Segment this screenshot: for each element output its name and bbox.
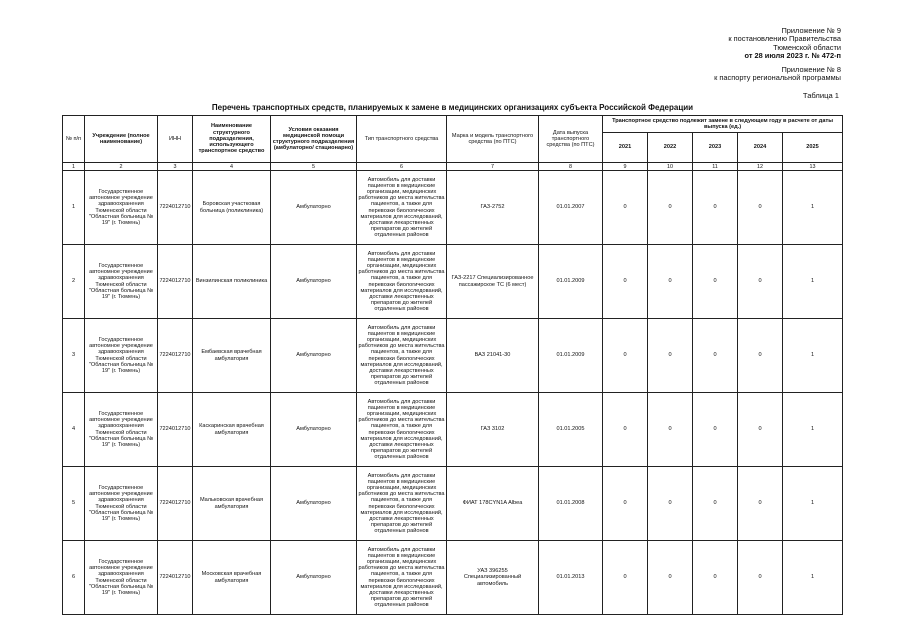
year-2021-cell: 0	[603, 245, 648, 319]
col-conditions-header: Условия оказания медицинской помощи структурного подразделения (амбулаторно/ стационарно)	[271, 116, 357, 163]
sub-appendix-line: Приложение № 8	[781, 65, 841, 75]
year-2023-cell: 0	[693, 319, 738, 393]
column-number-row	[63, 163, 843, 171]
institution-cell: Государственное автономное учреждение здравоохранения Тюменской области "Областная больница № 19" (г. Тюмень)	[85, 319, 158, 393]
inn-cell: 7224012710	[158, 245, 193, 319]
year-2024-cell: 0	[738, 171, 783, 245]
release-date-cell: 01.01.2005	[539, 393, 603, 467]
institution-cell: Государственное автономное учреждение здравоохранения Тюменской области "Областная больница № 19" (г. Тюмень)	[85, 171, 158, 245]
column-number: 7	[447, 163, 539, 171]
col-subdivision-header: Наименование структурного подразделения, использующего транспортное средство	[193, 116, 271, 163]
model-cell: ГАЗ-2752	[447, 171, 539, 245]
vehicle-type-cell: Автомобиль для доставки пациентов в медицинские организации, медицинских работников до места жительства пациентов, а также для перевозки биологических материалов для исследований, доставки лекарственных препаратов до жителей отдаленных районов	[357, 467, 447, 541]
row-number-cell: 1	[63, 171, 85, 245]
vehicle-type-cell: Автомобиль для доставки пациентов в медицинские организации, медицинских работников до места жительства пациентов, а также для перевозки биологических материалов для исследований, доставки лекарственных препаратов до жителей отдаленных районов	[357, 171, 447, 245]
year-2024-cell: 0	[738, 541, 783, 615]
table-row	[63, 393, 843, 467]
inn-cell: 7224012710	[158, 541, 193, 615]
year-2025-cell: 1	[783, 541, 843, 615]
header-row	[63, 116, 843, 133]
year-2022-cell: 0	[648, 171, 693, 245]
column-number: 3	[158, 163, 193, 171]
subdivision-cell: Винзилинская поликлиника	[193, 245, 271, 319]
year-2023-cell: 0	[693, 171, 738, 245]
conditions-cell: Амбулаторно	[271, 393, 357, 467]
col-institution-header: Учреждение (полное наименование)	[85, 116, 158, 163]
release-date-cell: 01.01.2009	[539, 245, 603, 319]
column-number: 11	[693, 163, 738, 171]
subdivision-cell: Московская врачебная амбулатория	[193, 541, 271, 615]
inn-cell: 7224012710	[158, 319, 193, 393]
institution-cell: Государственное автономное учреждение здравоохранения Тюменской области "Областная больница № 19" (г. Тюмень)	[85, 393, 158, 467]
conditions-cell: Амбулаторно	[271, 319, 357, 393]
year-2025-cell: 1	[783, 319, 843, 393]
model-cell: ФИАТ 178CYN1A Albea	[447, 467, 539, 541]
release-date-cell: 01.01.2009	[539, 319, 603, 393]
year-2023-cell: 0	[693, 393, 738, 467]
inn-cell: 7224012710	[158, 171, 193, 245]
subdivision-cell: Боровская участковая больница (поликлиника)	[193, 171, 271, 245]
model-cell: УАЗ 396255 Специализированный автомобиль	[447, 541, 539, 615]
table-number: Таблица 1	[802, 91, 839, 100]
column-number: 13	[783, 163, 843, 171]
column-number: 10	[648, 163, 693, 171]
vehicle-type-cell: Автомобиль для доставки пациентов в медицинские организации, медицинских работников до места жительства пациентов, а также для перевозки биологических материалов для исследований, доставки лекарственных препаратов до жителей отдаленных районов	[357, 319, 447, 393]
col-vehicle-type-header: Тип транспортного средства	[357, 116, 447, 163]
subdivision-cell: Каскаринская врачебная амбулатория	[193, 393, 271, 467]
col-model-header: Марка и модель транспортного средства (по ПТС)	[447, 116, 539, 163]
appendix-line: Приложение № 9	[781, 26, 841, 35]
col-year-header: 2022	[648, 133, 693, 163]
year-2024-cell: 0	[738, 319, 783, 393]
resolution-line: к постановлению Правительства	[728, 34, 841, 44]
year-2021-cell: 0	[603, 319, 648, 393]
conditions-cell: Амбулаторно	[271, 541, 357, 615]
conditions-cell: Амбулаторно	[271, 467, 357, 541]
table-row	[63, 541, 843, 615]
table-row	[63, 319, 843, 393]
col-num-header: № п/п	[63, 116, 85, 163]
year-2022-cell: 0	[648, 319, 693, 393]
table-row	[63, 467, 843, 541]
date-line: от 28 июля 2023 г. № 472-п	[744, 50, 841, 60]
row-number-cell: 2	[63, 245, 85, 319]
institution-cell: Государственное автономное учреждение здравоохранения Тюменской области "Областная больница № 19" (г. Тюмень)	[85, 467, 158, 541]
year-2021-cell: 0	[603, 541, 648, 615]
year-2024-cell: 0	[738, 467, 783, 541]
year-2023-cell: 0	[693, 467, 738, 541]
column-number: 12	[738, 163, 783, 171]
inn-cell: 7224012710	[158, 467, 193, 541]
subdivision-cell: Мальковская врачебная амбулатория	[193, 467, 271, 541]
year-2022-cell: 0	[648, 393, 693, 467]
col-year-header: 2021	[603, 133, 648, 163]
col-year-header: 2024	[738, 133, 783, 163]
document-header	[601, 27, 841, 83]
document-title: Перечень транспортных средств, планируемых к замене в медицинских организациях субъекта Российской Федерации	[211, 103, 694, 112]
institution-cell: Государственное автономное учреждение здравоохранения Тюменской области "Областная больница № 19" (г. Тюмень)	[85, 541, 158, 615]
year-2021-cell: 0	[603, 393, 648, 467]
year-2025-cell: 1	[783, 467, 843, 541]
model-cell: ВАЗ 21041-30	[447, 319, 539, 393]
release-date-cell: 01.01.2013	[539, 541, 603, 615]
vehicle-table	[62, 115, 843, 615]
column-number: 9	[603, 163, 648, 171]
year-2022-cell: 0	[648, 467, 693, 541]
conditions-cell: Амбулаторно	[271, 171, 357, 245]
year-2025-cell: 1	[783, 171, 843, 245]
row-number-cell: 4	[63, 393, 85, 467]
vehicle-type-cell: Автомобиль для доставки пациентов в медицинские организации, медицинских работников до места жительства пациентов, а также для перевозки биологических материалов для исследований, доставки лекарственных препаратов до жителей отдаленных районов	[357, 393, 447, 467]
col-date-header: Дата выпуска транспортного средства (по ПТС)	[539, 116, 603, 163]
region-line: Тюменской области	[773, 42, 841, 52]
row-number-cell: 6	[63, 541, 85, 615]
year-2023-cell: 0	[693, 541, 738, 615]
year-2021-cell: 0	[603, 467, 648, 541]
program-line: к паспорту региональной программы	[714, 73, 841, 83]
subdivision-cell: Ембаевская врачебная амбулатория	[193, 319, 271, 393]
vehicle-type-cell: Автомобиль для доставки пациентов в медицинские организации, медицинских работников до места жительства пациентов, а также для перевозки биологических материалов для исследований, доставки лекарственных препаратов до жителей отдаленных районов	[357, 245, 447, 319]
col-inn-header: ИНН	[158, 116, 193, 163]
year-2025-cell: 1	[783, 245, 843, 319]
model-cell: ГАЗ-2217 Специализированное пассажирское ТС (6 мест)	[447, 245, 539, 319]
table-row	[63, 245, 843, 319]
year-2023-cell: 0	[693, 245, 738, 319]
institution-cell: Государственное автономное учреждение здравоохранения Тюменской области "Областная больница № 19" (г. Тюмень)	[85, 245, 158, 319]
year-2025-cell: 1	[783, 393, 843, 467]
column-number: 5	[271, 163, 357, 171]
year-2021-cell: 0	[603, 171, 648, 245]
year-2022-cell: 0	[648, 245, 693, 319]
row-number-cell: 3	[63, 319, 85, 393]
row-number-cell: 5	[63, 467, 85, 541]
release-date-cell: 01.01.2008	[539, 467, 603, 541]
column-number: 8	[539, 163, 603, 171]
conditions-cell: Амбулаторно	[271, 245, 357, 319]
column-number: 6	[357, 163, 447, 171]
release-date-cell: 01.01.2007	[539, 171, 603, 245]
col-year-header: 2025	[783, 133, 843, 163]
year-2024-cell: 0	[738, 393, 783, 467]
model-cell: ГАЗ 3102	[447, 393, 539, 467]
year-2024-cell: 0	[738, 245, 783, 319]
col-year-header: 2023	[693, 133, 738, 163]
vehicle-type-cell: Автомобиль для доставки пациентов в медицинские организации, медицинских работников до места жительства пациентов, а также для перевозки биологических материалов для исследований, доставки лекарственных препаратов до жителей отдаленных районов	[357, 541, 447, 615]
table-row	[63, 171, 843, 245]
year-2022-cell: 0	[648, 541, 693, 615]
column-number: 2	[85, 163, 158, 171]
column-number: 1	[63, 163, 85, 171]
col-replacement-header: Транспортное средство подлежит замене в следующем году в расчете от даты выпуска (ед.)	[603, 116, 843, 133]
column-number: 4	[193, 163, 271, 171]
inn-cell: 7224012710	[158, 393, 193, 467]
